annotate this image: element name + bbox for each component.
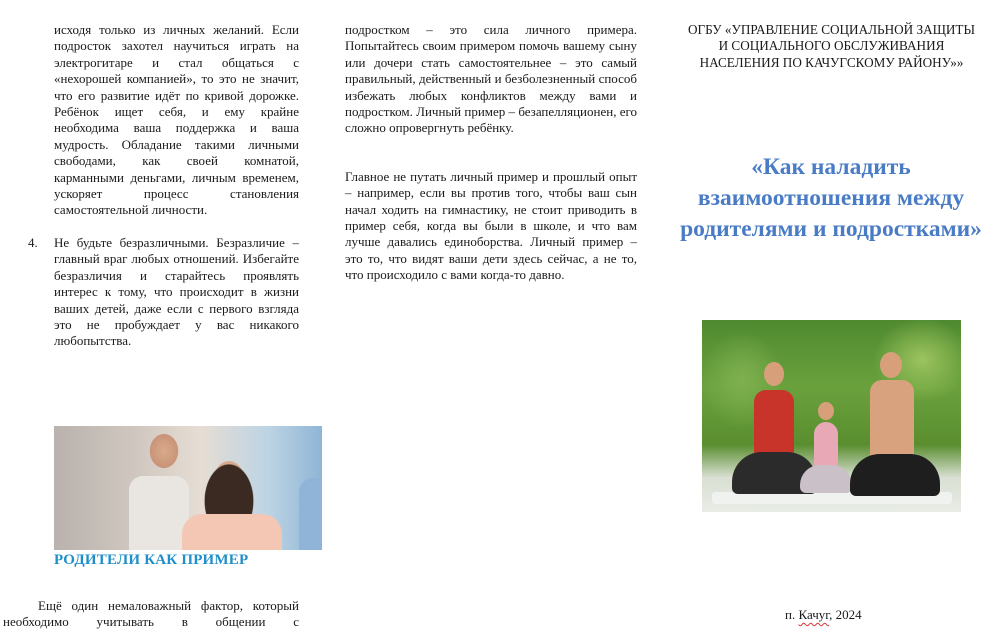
family-conflict-photo bbox=[54, 426, 322, 550]
footer-prefix: п. bbox=[785, 607, 796, 622]
section-heading-parents-example: РОДИТЕЛИ КАК ПРИМЕР bbox=[54, 552, 249, 568]
paragraph-personal-freedom: исходя только из личных желаний. Если подросток захотел научиться играть на электрогитаре и стал общаться с «нехорошей компанией», то это не значит, что его развитие идёт по кривой дорожке. Ребёнок ищет себя, и ему крайне необходима ваша поддержка и ваша мудрость. Обладание такими личными свободами, как своей комнатой, карманными деньгами, личным временем, ускоряет процесс становления самостоятельной личности. bbox=[54, 22, 299, 218]
paragraph-personal-example: подростком – это сила личного примера. Попытайтесь своим примером помочь вашему сыну или дочери стать самостоятельнее – это самый правильный, действенный и безболезненный способ избежать любых конфликтов между вами и подростком. Личный пример – безапелляционен, его сложно опровергнуть ребёнку. bbox=[345, 22, 637, 136]
photo-mother-figure bbox=[754, 390, 794, 460]
photo-father-head bbox=[880, 352, 902, 378]
photo-father-figure bbox=[870, 380, 914, 460]
paragraph-another-factor: Ещё один немаловажный фактор, который необходимо учитывать в общении с bbox=[3, 598, 299, 630]
list-number: 4. bbox=[28, 234, 38, 250]
photo-man-figure bbox=[129, 476, 189, 550]
footer-place: Качуг bbox=[798, 607, 830, 622]
photo-child-legs bbox=[800, 465, 852, 493]
paragraph-past-experience: Главное не путать личный пример и прошлый опыт – например, если вы против того, чтобы ваш сын начал ходить на гимнастику, не стоит приводить в пример себя, когда вы были в школе, и что вам лучше давались единоборства. Личный пример – это то, что видят ваши дети здесь сейчас, а не то, что происходило с вами когда-то давно. bbox=[345, 168, 637, 283]
footer-place-year bbox=[785, 607, 862, 623]
photo-child-head bbox=[818, 402, 834, 420]
photo-woman-figure bbox=[299, 478, 322, 550]
photo-mother-head bbox=[764, 362, 784, 386]
family-yoga-photo bbox=[702, 320, 961, 512]
list-item-4 bbox=[28, 234, 299, 350]
footer-year: , 2024 bbox=[829, 607, 862, 622]
column-middle bbox=[345, 22, 637, 284]
photo-teen-figure bbox=[182, 514, 282, 550]
photo-father-legs bbox=[850, 454, 940, 496]
organization-name: ОГБУ «УПРАВЛЕНИЕ СОЦИАЛЬНОЙ ЗАЩИТЫ И СОЦИАЛЬНОГО ОБСЛУЖИВАНИЯ НАСЕЛЕНИЯ ПО КАЧУГСКОМУ РАЙОНУ»» bbox=[688, 22, 975, 70]
list-item-text: Не будьте безразличными. Безразличие – главный враг любых отношений. Избегайте безразличия и старайтесь проявлять интерес к тому, что происходит в жизни ваших детей, даже если с первого взгляда это не пробуждает у вас никакого любопытства. bbox=[54, 234, 299, 349]
photo-child-figure bbox=[814, 422, 838, 468]
brochure-title: «Как наладить взаимоотношения между родителями и подростками» bbox=[680, 154, 982, 242]
column-left bbox=[28, 0, 299, 350]
